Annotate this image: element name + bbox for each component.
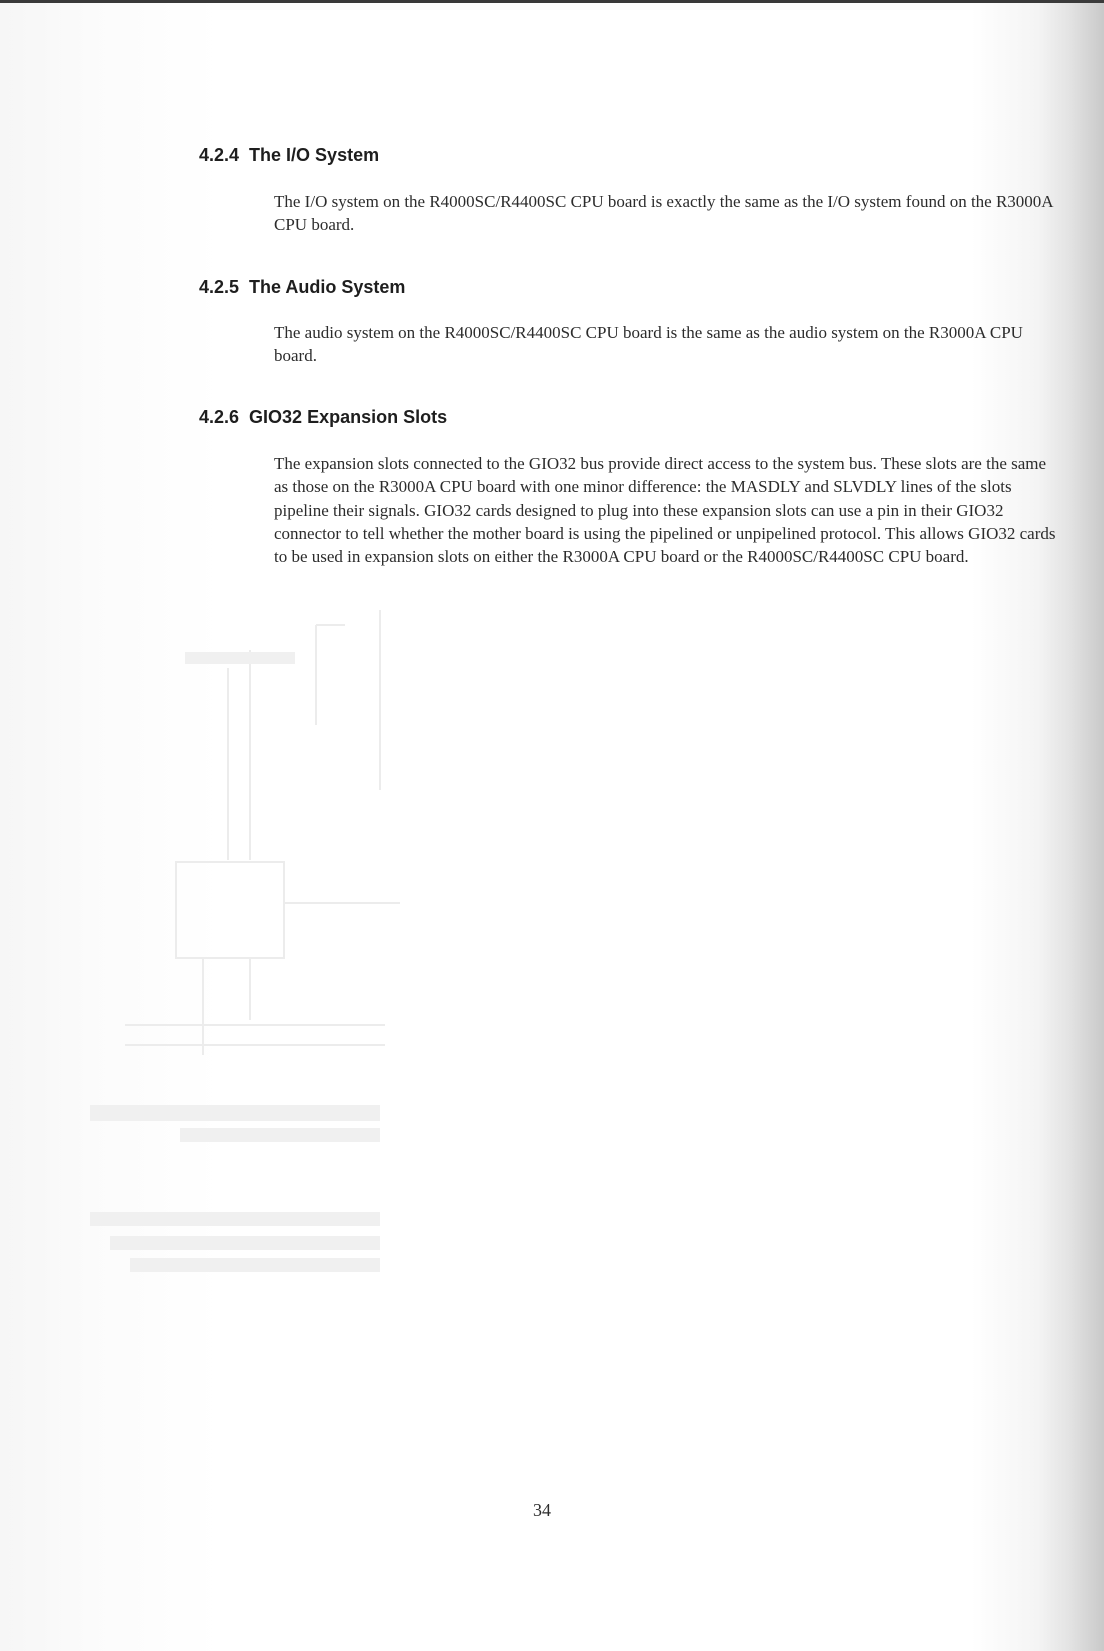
section-number: 4.2.6 (199, 407, 240, 427)
section-paragraph: The audio system on the R4000SC/R4400SC CPU board is the same as the audio system on the R3000A CPU board. (274, 323, 1023, 366)
section-paragraph: The expansion slots connected to the GIO32 bus provide direct access to the system bus. These slots are the same as those on the R3000A CPU board with one minor difference: the MASDLY and SLVDLY lines of the slots pipeline their signals. GIO32 cards designed to plug into these expansion slots can use a pin in their GIO32 connector to tell whether the mother board is using the pipelined or unpipelined protocol. This allows GIO32 cards to be used in expansion slots on either the R3000A CPU board or the R4000SC/R4400SC CPU board. (274, 454, 1056, 567)
section-title: The I/O System (249, 145, 380, 165)
section-title: The Audio System (249, 277, 406, 297)
section-title: GIO32 Expansion Slots (249, 407, 448, 427)
section-number: 4.2.5 (199, 277, 240, 297)
section-heading (199, 277, 405, 298)
section-paragraph: The I/O system on the R4000SC/R4400SC CPU board is exactly the same as the I/O system found on the R3000A CPU board. (274, 192, 1053, 235)
section-heading (199, 145, 379, 166)
top-edge-rule (0, 0, 1104, 3)
section-heading (199, 407, 447, 428)
page-number: 34 (533, 1500, 551, 1520)
section-number: 4.2.4 (199, 145, 240, 165)
